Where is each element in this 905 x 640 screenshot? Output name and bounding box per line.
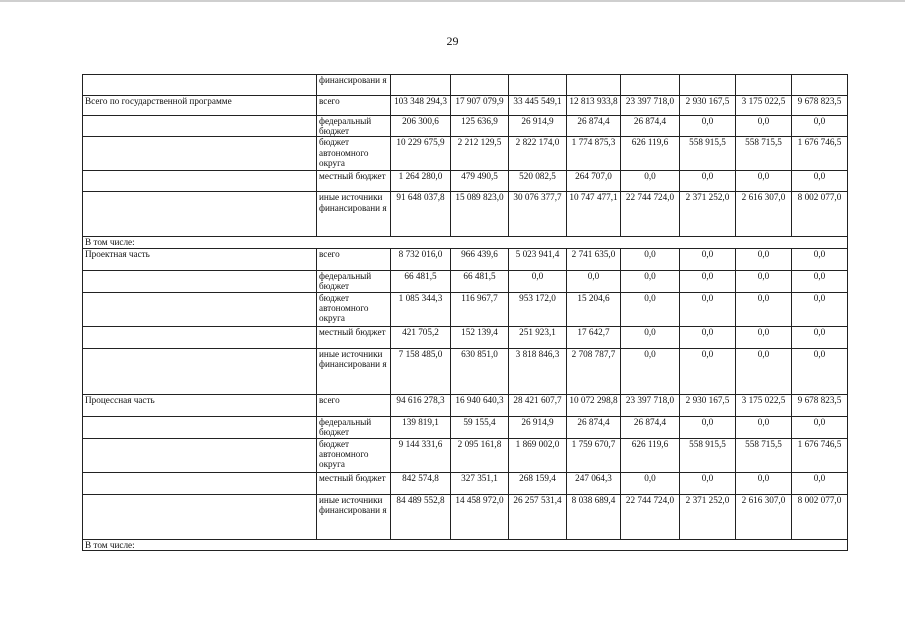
section-label	[83, 192, 317, 237]
amount-cell: 0,0	[792, 348, 848, 394]
amount-cell: 15 089 823,0	[451, 192, 509, 237]
amount-cell: 0,0	[792, 292, 848, 326]
amount-cell: 28 421 607,7	[509, 394, 567, 416]
amount-cell: 0,0	[680, 171, 736, 192]
table-row	[83, 270, 848, 292]
amount-cell: 0,0	[736, 292, 792, 326]
funding-source-label: федеральный бюджет	[317, 270, 391, 292]
amount-cell: 2 371 252,0	[680, 494, 736, 539]
section-label	[83, 116, 317, 137]
funding-source-label: местный бюджет	[317, 171, 391, 192]
amount-cell: 26 874,4	[621, 116, 680, 137]
amount-cell	[391, 75, 451, 96]
table-row	[83, 75, 848, 96]
amount-cell: 0,0	[621, 348, 680, 394]
amount-cell: 17 642,7	[567, 326, 621, 348]
amount-cell: 0,0	[680, 292, 736, 326]
amount-cell: 2 741 635,0	[567, 248, 621, 270]
funding-source-label: бюджет автономного округа	[317, 292, 391, 326]
amount-cell: 0,0	[736, 348, 792, 394]
amount-cell: 247 064,3	[567, 472, 621, 494]
amount-cell: 1 676 746,5	[792, 137, 848, 171]
amount-cell: 103 348 294,3	[391, 96, 451, 116]
funding-source-label: федеральный бюджет	[317, 116, 391, 137]
amount-cell: 5 023 941,4	[509, 248, 567, 270]
funding-source-label: бюджет автономного округа	[317, 137, 391, 171]
amount-cell: 26 914,9	[509, 116, 567, 137]
amount-cell: 94 616 278,3	[391, 394, 451, 416]
amount-cell: 626 119,6	[621, 438, 680, 472]
table-row	[83, 137, 848, 171]
amount-cell: 0,0	[680, 348, 736, 394]
amount-cell: 520 082,5	[509, 171, 567, 192]
amount-cell: 26 874,4	[567, 116, 621, 137]
table-row	[83, 192, 848, 237]
table-row	[83, 326, 848, 348]
amount-cell: 23 397 718,0	[621, 96, 680, 116]
section-label: Всего по государственной программе	[83, 96, 317, 116]
amount-cell: 251 923,1	[509, 326, 567, 348]
amount-cell: 268 159,4	[509, 472, 567, 494]
amount-cell: 8 002 077,0	[792, 192, 848, 237]
amount-cell: 2 616 307,0	[736, 494, 792, 539]
amount-cell: 14 458 972,0	[451, 494, 509, 539]
amount-cell: 0,0	[509, 270, 567, 292]
section-label: Процессная часть	[83, 394, 317, 416]
amount-cell: 630 851,0	[451, 348, 509, 394]
amount-cell: 0,0	[680, 116, 736, 137]
amount-cell: 0,0	[680, 326, 736, 348]
amount-cell: 0,0	[792, 116, 848, 137]
amount-cell: 264 707,0	[567, 171, 621, 192]
amount-cell: 17 907 079,9	[451, 96, 509, 116]
funding-source-label: иные источники финансировани я	[317, 348, 391, 394]
section-label	[83, 348, 317, 394]
amount-cell: 22 744 724,0	[621, 192, 680, 237]
section-note-row	[83, 237, 848, 248]
section-label	[83, 270, 317, 292]
amount-cell: 0,0	[621, 472, 680, 494]
amount-cell: 15 204,6	[567, 292, 621, 326]
section-label: Проектная часть	[83, 248, 317, 270]
amount-cell: 0,0	[792, 472, 848, 494]
table-row	[83, 416, 848, 438]
funding-source-label: иные источники финансировани я	[317, 192, 391, 237]
amount-cell: 12 813 933,8	[567, 96, 621, 116]
amount-cell	[451, 75, 509, 96]
amount-cell	[792, 75, 848, 96]
section-note-row	[83, 539, 848, 550]
table-row	[83, 394, 848, 416]
amount-cell: 125 636,9	[451, 116, 509, 137]
section-note: В том числе:	[83, 237, 848, 248]
amount-cell: 2 822 174,0	[509, 137, 567, 171]
section-label	[83, 416, 317, 438]
table-row	[83, 248, 848, 270]
financing-table	[82, 74, 848, 551]
funding-source-label: всего	[317, 248, 391, 270]
table-row	[83, 116, 848, 137]
table-row	[83, 348, 848, 394]
amount-cell: 0,0	[680, 416, 736, 438]
amount-cell: 2 371 252,0	[680, 192, 736, 237]
section-label	[83, 494, 317, 539]
amount-cell: 0,0	[736, 472, 792, 494]
amount-cell: 22 744 724,0	[621, 494, 680, 539]
table-row	[83, 494, 848, 539]
funding-source-label: иные источники финансировани я	[317, 494, 391, 539]
amount-cell: 91 648 037,8	[391, 192, 451, 237]
amount-cell: 0,0	[736, 416, 792, 438]
amount-cell: 0,0	[680, 248, 736, 270]
amount-cell: 626 119,6	[621, 137, 680, 171]
amount-cell	[680, 75, 736, 96]
page-number: 29	[446, 34, 459, 48]
amount-cell: 0,0	[792, 416, 848, 438]
amount-cell: 9 144 331,6	[391, 438, 451, 472]
amount-cell: 0,0	[792, 270, 848, 292]
table-row	[83, 438, 848, 472]
funding-source-label: бюджет автономного округа	[317, 438, 391, 472]
amount-cell: 23 397 718,0	[621, 394, 680, 416]
amount-cell: 206 300,6	[391, 116, 451, 137]
amount-cell	[567, 75, 621, 96]
amount-cell: 558 715,5	[736, 438, 792, 472]
amount-cell: 10 072 298,8	[567, 394, 621, 416]
amount-cell: 10 747 477,1	[567, 192, 621, 237]
scan-top-edge	[0, 0, 905, 2]
amount-cell: 0,0	[736, 326, 792, 348]
amount-cell: 7 158 485,0	[391, 348, 451, 394]
amount-cell: 16 940 640,3	[451, 394, 509, 416]
amount-cell: 59 155,4	[451, 416, 509, 438]
amount-cell: 30 076 377,7	[509, 192, 567, 237]
amount-cell: 966 439,6	[451, 248, 509, 270]
amount-cell: 1 759 670,7	[567, 438, 621, 472]
amount-cell: 8 732 016,0	[391, 248, 451, 270]
amount-cell	[736, 75, 792, 96]
amount-cell: 2 616 307,0	[736, 192, 792, 237]
amount-cell: 26 874,4	[567, 416, 621, 438]
amount-cell: 3 818 846,3	[509, 348, 567, 394]
amount-cell: 1 869 002,0	[509, 438, 567, 472]
section-label	[83, 137, 317, 171]
amount-cell: 8 002 077,0	[792, 494, 848, 539]
amount-cell: 0,0	[621, 292, 680, 326]
amount-cell: 0,0	[736, 171, 792, 192]
amount-cell: 2 930 167,5	[680, 96, 736, 116]
amount-cell	[509, 75, 567, 96]
amount-cell: 26 874,4	[621, 416, 680, 438]
funding-source-label: федеральный бюджет	[317, 416, 391, 438]
amount-cell: 1 774 875,3	[567, 137, 621, 171]
amount-cell: 1 264 280,0	[391, 171, 451, 192]
funding-source-label: финансировани я	[317, 75, 391, 96]
section-label	[83, 292, 317, 326]
amount-cell: 66 481,5	[451, 270, 509, 292]
amount-cell: 0,0	[621, 326, 680, 348]
section-label	[83, 472, 317, 494]
amount-cell: 558 915,5	[680, 137, 736, 171]
funding-source-label: всего	[317, 96, 391, 116]
funding-source-label: всего	[317, 394, 391, 416]
amount-cell: 10 229 675,9	[391, 137, 451, 171]
amount-cell: 116 967,7	[451, 292, 509, 326]
amount-cell: 2 708 787,7	[567, 348, 621, 394]
funding-source-label: местный бюджет	[317, 326, 391, 348]
amount-cell: 0,0	[621, 171, 680, 192]
amount-cell: 953 172,0	[509, 292, 567, 326]
section-note: В том числе:	[83, 539, 848, 550]
amount-cell: 0,0	[736, 116, 792, 137]
amount-cell: 558 715,5	[736, 137, 792, 171]
amount-cell: 152 139,4	[451, 326, 509, 348]
amount-cell: 0,0	[792, 248, 848, 270]
amount-cell: 2 212 129,5	[451, 137, 509, 171]
table-row	[83, 96, 848, 116]
amount-cell: 0,0	[680, 472, 736, 494]
amount-cell: 1 676 746,5	[792, 438, 848, 472]
amount-cell: 0,0	[736, 248, 792, 270]
funding-source-label: местный бюджет	[317, 472, 391, 494]
amount-cell: 842 574,8	[391, 472, 451, 494]
amount-cell: 0,0	[621, 248, 680, 270]
amount-cell: 0,0	[680, 270, 736, 292]
amount-cell: 0,0	[621, 270, 680, 292]
amount-cell: 8 038 689,4	[567, 494, 621, 539]
section-label	[83, 171, 317, 192]
amount-cell: 479 490,5	[451, 171, 509, 192]
table-row	[83, 171, 848, 192]
amount-cell: 33 445 549,1	[509, 96, 567, 116]
amount-cell: 0,0	[567, 270, 621, 292]
amount-cell: 26 257 531,4	[509, 494, 567, 539]
section-label	[83, 326, 317, 348]
table-row	[83, 472, 848, 494]
amount-cell: 1 085 344,3	[391, 292, 451, 326]
amount-cell: 84 489 552,8	[391, 494, 451, 539]
amount-cell: 327 351,1	[451, 472, 509, 494]
amount-cell: 2 095 161,8	[451, 438, 509, 472]
amount-cell: 3 175 022,5	[736, 394, 792, 416]
amount-cell: 558 915,5	[680, 438, 736, 472]
amount-cell: 139 819,1	[391, 416, 451, 438]
amount-cell: 9 678 823,5	[792, 394, 848, 416]
amount-cell: 0,0	[792, 171, 848, 192]
amount-cell: 0,0	[792, 326, 848, 348]
amount-cell: 9 678 823,5	[792, 96, 848, 116]
section-label	[83, 75, 317, 96]
amount-cell: 26 914,9	[509, 416, 567, 438]
amount-cell	[621, 75, 680, 96]
amount-cell: 421 705,2	[391, 326, 451, 348]
amount-cell: 2 930 167,5	[680, 394, 736, 416]
amount-cell: 66 481,5	[391, 270, 451, 292]
amount-cell: 0,0	[736, 270, 792, 292]
section-label	[83, 438, 317, 472]
amount-cell: 3 175 022,5	[736, 96, 792, 116]
table-row	[83, 292, 848, 326]
